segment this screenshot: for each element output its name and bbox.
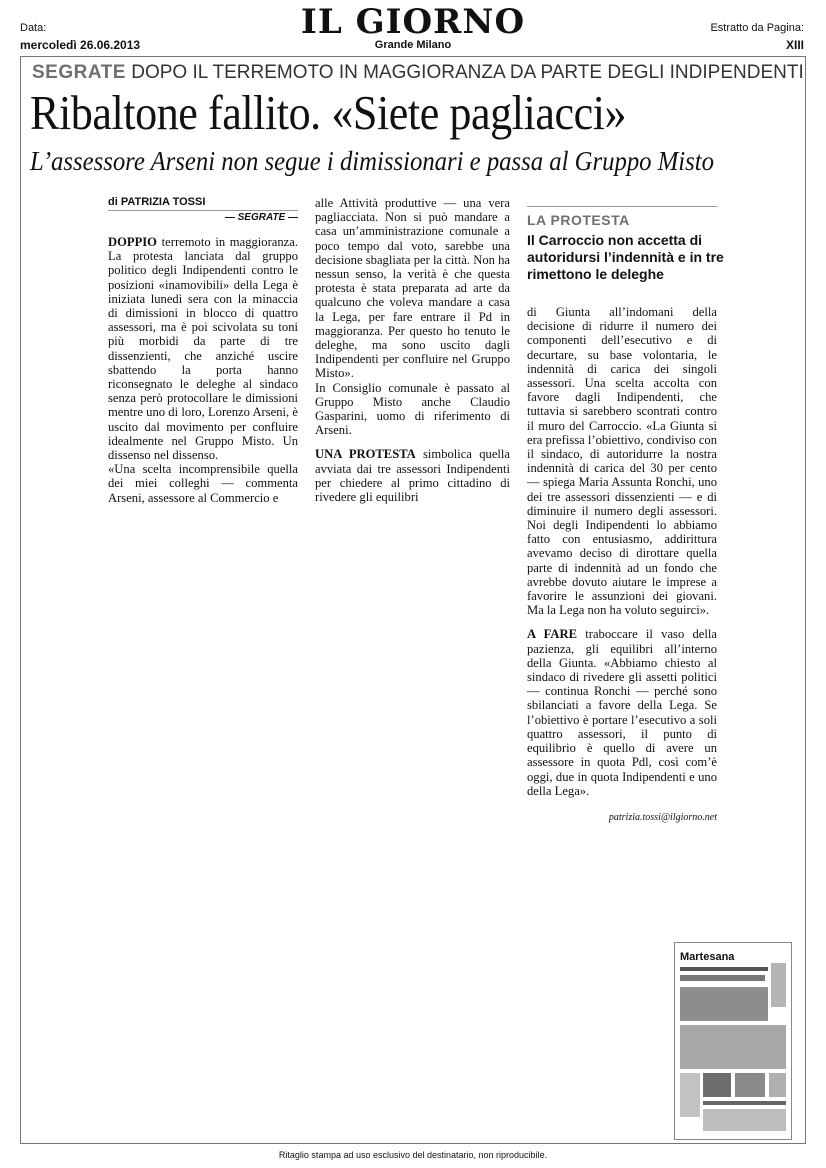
article-column-2: [315, 196, 510, 504]
kicker-place: SEGRATE: [32, 62, 126, 83]
date-label: Data:: [20, 22, 47, 34]
page-number: XIII: [785, 38, 804, 52]
thumbnail-title: Martesana: [680, 951, 735, 963]
box-title: Il Carroccio non accetta di autoridursi l’indennità e in tre rimettono le deleghe: [527, 232, 724, 282]
issue-date: mercoledì 26.06.2013: [20, 38, 141, 52]
article-column-1: [108, 235, 298, 505]
edition-section: Grande Milano: [374, 39, 452, 51]
newspaper-masthead: IL GIORNO: [300, 2, 526, 42]
article-dateline: — SEGRATE —: [224, 212, 298, 223]
paragraph: A FARE traboccare il vaso della pazienza, gli equilibri all’interno della Giunta. «Abbiamo chiesto al sindaco di rivedere gli assetti politici — continua Ronchi — perché sono sbilanciati a favore della Lega. Se l’obiettivo è portare l’esecutivo a soli quattro assessori, il punto di equilibrio è quello di avere un assessore in quota Pdl, così com’è oggi, due in quota Indipendenti e uno della Lega».: [527, 627, 717, 798]
article-kicker: [32, 62, 804, 84]
paragraph: UNA PROTESTA simbolica quella avviata dai tre assessori Indipendenti per chiedere al primo cittadino di rivedere gli equilibri: [315, 447, 510, 505]
paragraph: «Una scelta incomprensibile quella dei miei colleghi — commenta Arseni, assessore al Commercio e: [108, 462, 298, 505]
page-label: Estratto da Pagina:: [710, 22, 804, 34]
lead-word: DOPPIO: [108, 235, 157, 249]
paragraph: alle Attività produttive — una vera pagliacciata. Non si può mandare a casa un’amministrazione comunale a poco tempo dal voto, sarebbe una decisione sbagliata per la città. Non ha nessun senso, la verità è che questa protesta è stata preparata ad arte da qualcuno che voleva mandare a casa la Lega, per fare entrare il Pd in maggioranza. Per questo ho tenuto le deleghe, ma sono uscito dagli Indipendenti per confluire nel Gruppo Misto».: [315, 196, 510, 381]
paragraph: In Consiglio comunale è passato al Gruppo Misto anche Claudio Gasparini, uomo di riferimento di Arseni.: [315, 380, 510, 438]
box-label: LA PROTESTA: [527, 212, 630, 228]
author-email: patrizia.tossi@ilgiorno.net: [608, 812, 717, 823]
article-byline: di PATRIZIA TOSSI: [108, 196, 298, 211]
box-divider: [527, 206, 717, 207]
article-headline: Ribaltone fallito. «Siete pagliacci»: [30, 85, 627, 140]
copyright-footer: Ritaglio stampa ad uso esclusivo del destinatario, non riproducibile.: [278, 1150, 548, 1160]
page-thumbnail: [674, 942, 792, 1140]
paragraph: DOPPIO terremoto in maggioranza. La protesta lanciata dal gruppo politico degli Indipendenti contro le posizioni «inamovibili» della Lega è iniziata lunedì sera con la minaccia di dimissioni in blocco di quattro assessori, ma è poi scivolata su toni più morbidi da parte di tre dissenzienti, che anziché uscire sbattendo la porta hanno riconsegnato le deleghe al sindaco senza però protocollare le dimissioni mentre uno di loro, Lorenzo Arseni, è uscito dal movimento per confluire idealmente nel Gruppo Misto. Un dissenso nel dissenso.: [108, 235, 298, 463]
article-subhead: L’assessore Arseni non segue i dimissionari e passa al Gruppo Misto: [30, 146, 714, 176]
kicker-text: DOPO IL TERREMOTO IN MAGGIORANZA DA PARTE DEGLI INDIPENDENTI: [125, 62, 804, 83]
paragraph: di Giunta all’indomani della decisione di ridurre il numero dei componenti dell’esecutivo e di decurtare, su base volontaria, le indennità di carica dei singoli assessori. Una scelta accolta con favore dagli Indipendenti, che tuttavia si sarebbero scontrati contro il muro del Carroccio. «La Giunta si era prefissa l’obiettivo, condiviso con il sindaco, di autoridurre la nostra indennità di carica del 30 per cento — spiega Maria Assunta Ronchi, uno dei tre assessori dissenzienti — e di diminuire il numero degli assessori. Noi degli Indipendenti lo abbiamo fatto con entusiasmo, addirittura avevamo deciso di dirottare quella parte di indennità ad un fondo che avrebbe dovuto aiutare le imprese a favorire le assunzioni dei giovani. Ma la Lega non ha voluto seguirci».: [527, 305, 717, 618]
article-column-3: [527, 305, 717, 798]
lead-word: UNA PROTESTA: [315, 447, 416, 462]
lead-word: A FARE: [527, 627, 577, 642]
